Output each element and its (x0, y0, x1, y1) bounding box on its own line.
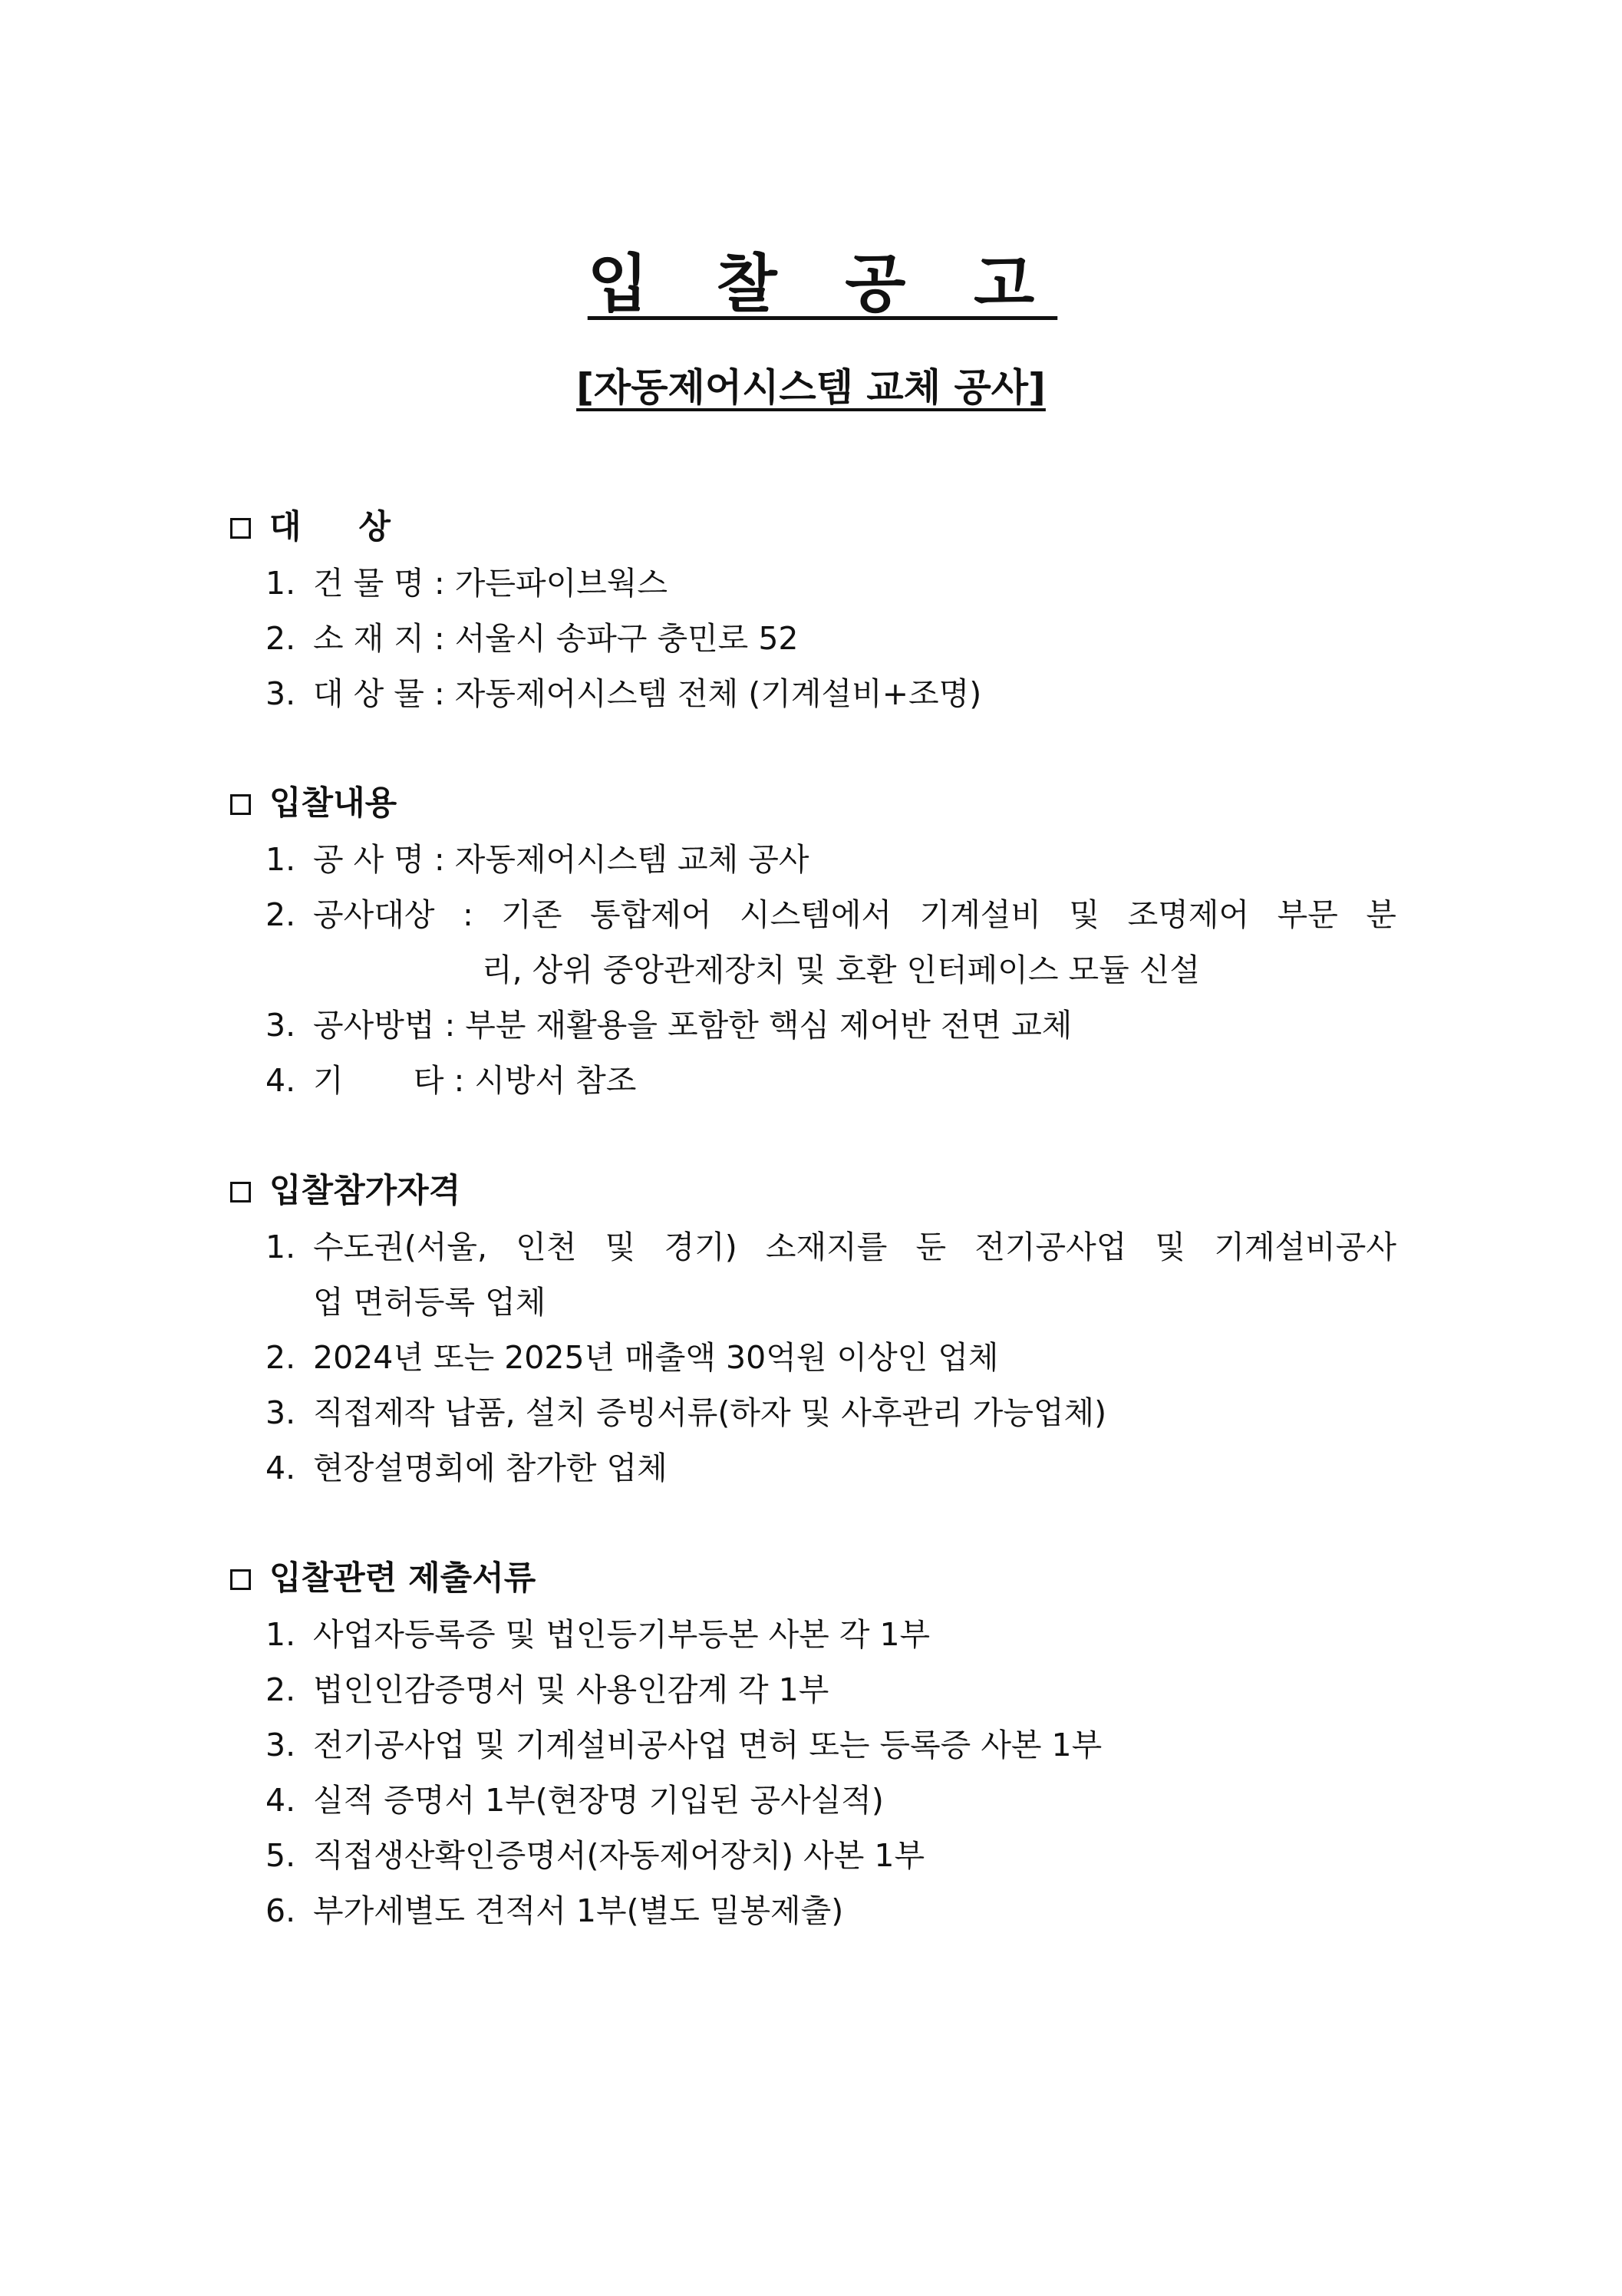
checkbox-square-icon (230, 518, 251, 539)
list-item-continuation: 리, 상위 중앙관제장치 및 호환 인터페이스 모듈 신설 (482, 952, 1200, 988)
list-item: 2. 소 재 지 : 서울시 송파구 충민로 52 (265, 620, 799, 657)
section-required-documents (230, 1550, 1396, 1938)
section-heading: 입찰내용 (230, 775, 1396, 832)
list-item: 2. 공사대상 : 기존 통합제어 시스템에서 기계설비 및 조명제어 부문 분 리, 상위 중앙관제장치 및 호환 인터페이스 모듈 신설 (230, 887, 1396, 998)
section-eligibility (230, 1163, 1396, 1496)
section-heading: 대 상 (230, 499, 1396, 556)
list-item: 1. 수도권(서울, 인천 및 경기) 소재지를 둔 전기공사업 및 기계설비공사 업 면허등록 업체 (230, 1219, 1396, 1330)
list-item: 1. 공 사 명 : 자동제어시스템 교체 공사 (265, 841, 809, 878)
list-item: 4. 기 타 : 시방서 참조 (265, 1062, 637, 1099)
list-item-continuation: 업 면허등록 업체 (313, 1284, 546, 1321)
list-item: 6. 부가세별도 견적서 1부(별도 밀봉제출) (265, 1892, 844, 1929)
section-heading: 입찰참가자격 (230, 1163, 1396, 1219)
section-bid-content (230, 775, 1396, 1108)
list-item: 1. 건 물 명 : 가든파이브웍스 (265, 565, 668, 602)
checkbox-square-icon (230, 794, 251, 815)
list-item: 3. 직접제작 납품, 설치 증빙서류(하자 및 사후관리 가능업체) (265, 1394, 1107, 1431)
list-item: 5. 직접생산확인증명서(자동제어장치) 사본 1부 (265, 1837, 925, 1874)
list-item: 4. 현장설명회에 참가한 업체 (265, 1450, 668, 1486)
section-target (230, 499, 1396, 721)
list-item: 4. 실적 증명서 1부(현장명 기입된 공사실적) (265, 1782, 884, 1819)
list-item: 3. 공사방법 : 부분 재활용을 포함한 핵심 제어반 전면 교체 (265, 1007, 1073, 1044)
list-item: 3. 대 상 물 : 자동제어시스템 전체 (기계설비+조명) (265, 675, 982, 712)
checkbox-square-icon (230, 1182, 251, 1202)
list-item: 2. 2024년 또는 2025년 매출액 30억원 이상인 업체 (265, 1339, 999, 1376)
list-item: 1. 사업자등록증 및 법인등기부등본 사본 각 1부 (265, 1616, 931, 1653)
checkbox-square-icon (230, 1569, 251, 1590)
document-subtitle: [자동제어시스템 교체 공사] (576, 365, 1046, 410)
list-item: 2. 법인인감증명서 및 사용인감계 각 1부 (265, 1671, 829, 1708)
section-heading: 입찰관련 제출서류 (230, 1550, 1396, 1607)
list-item: 3. 전기공사업 및 기계설비공사업 면허 또는 등록증 사본 1부 (265, 1727, 1103, 1763)
document-title: 입 찰 공 고 (587, 248, 1058, 321)
